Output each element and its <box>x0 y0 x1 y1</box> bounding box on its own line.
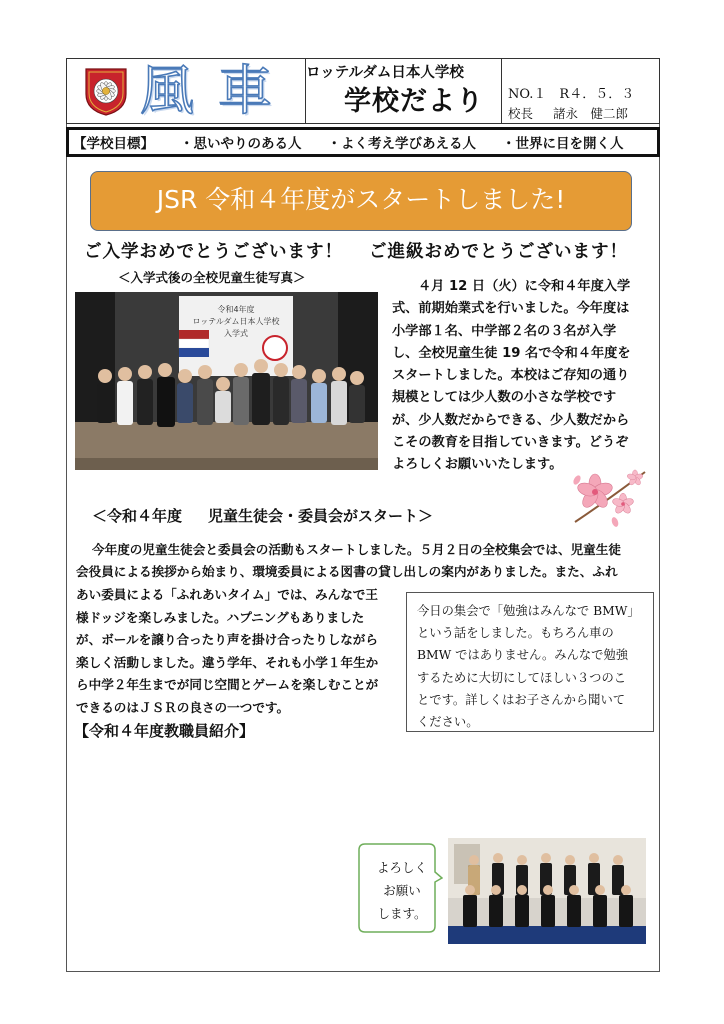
bubble-line: お願い <box>383 883 421 898</box>
article-line: が、ボールを譲り合ったり声を掛け合ったりしながら <box>76 632 378 648</box>
bubble-line: よろしく <box>376 860 427 875</box>
enrollment-article <box>392 276 658 477</box>
note-line: という話をしました。もちろん車の <box>417 626 614 641</box>
article-line: スタートしました。本校はご存知の通り <box>392 368 630 384</box>
goal-item: ・世界に目を開く人 <box>502 136 624 152</box>
school-crest-logo <box>84 66 128 116</box>
school-name: ロッテルダム日本人学校 <box>306 65 464 81</box>
section-heading-part: 児童生徒会・委員会がスタート＞ <box>208 507 434 525</box>
principal-name: 諸永 健二郎 <box>553 106 629 121</box>
article-line: ４月 12 日（火）に令和４年度入学 <box>418 279 631 294</box>
article-line: 様ドッジを楽しみました。ハプニングもありました <box>76 609 365 625</box>
signboard-line: 令和4年度 <box>217 305 255 314</box>
article-line: できるのはＪＳＲの良さの一つです。 <box>76 699 290 715</box>
congratulations-heading <box>84 238 654 263</box>
goals-label: 【学校目標】 <box>73 136 154 152</box>
article-line: が、少人数だからできる、少人数だから <box>392 412 630 428</box>
article-line: 楽しく活動しました。違う学年、それも小学１年生か <box>76 654 379 670</box>
article-line: よろしくお願いいたします。 <box>392 457 563 473</box>
article-line: 式、前期始業式を行いました。今年度は <box>392 301 630 317</box>
signboard-line: 入学式 <box>224 329 248 338</box>
issue-number-date: NO.１ R４．５．３ <box>508 87 635 102</box>
speech-bubble-text <box>372 856 432 925</box>
note-line: BMW ではありません。みんなで勉強 <box>417 648 629 663</box>
newsletter-name: 風車 <box>140 59 296 122</box>
article-line: 会役員による挨拶から始まり、環境委員による図書の貸し出しの案内がありました。また、ふれ <box>76 564 618 580</box>
article-line: 規模としては少人数の小さな学校です <box>392 390 617 406</box>
council-article-continued <box>76 584 406 720</box>
article-line: 小学部１名、中学部２名の３名が入学 <box>392 323 617 339</box>
headline-banner: JSR 令和４年度がスタートしました! <box>90 171 632 231</box>
cherry-blossom-illustration <box>565 462 649 528</box>
photo-caption: ＜入学式後の全校児童生徒写真＞ <box>118 270 306 285</box>
article-line: 今年度の児童生徒会と委員会の活動もスタートしました。５月２日の全校集会では、児童生徒 <box>92 542 621 557</box>
staff-group-photo <box>448 838 646 944</box>
goal-item: ・思いやりのある人 <box>180 136 302 152</box>
header-divider <box>501 59 502 123</box>
bmw-note-box <box>406 592 654 732</box>
staff-introduction-heading: 【令和４年度教職員紹介】 <box>74 722 255 740</box>
article-line: し、全校児童生徒 19 名で令和４年度を <box>392 345 631 361</box>
section-heading-student-council <box>92 505 433 526</box>
bubble-line: します。 <box>377 906 427 921</box>
congrats-enrollment: ご入学おめでとうございます！ <box>84 242 343 262</box>
article-line: こその教育を目指していきます。どうぞ <box>392 435 629 451</box>
principal <box>508 104 648 122</box>
principal-role: 校長 <box>508 106 534 121</box>
note-line: 今日の集会で「勉強はみんなで BMW」 <box>417 604 640 618</box>
note-line: ください。 <box>417 715 479 730</box>
note-line: とです。詳しくはお子さんから聞いて <box>417 692 626 707</box>
council-article-top <box>76 539 660 584</box>
section-heading-part: ＜令和４年度 <box>92 507 183 525</box>
signboard-line: ロッテルダム日本人学校 <box>192 317 280 326</box>
article-line: ら中学２年生までが同じ空間とゲームを楽しむことが <box>76 677 379 693</box>
newsletter-title: 学校だより <box>344 86 484 117</box>
school-goals <box>66 127 660 157</box>
note-line: するために大切にしてほしい３つのこ <box>417 670 627 685</box>
article-line: あい委員による「ふれあいタイム」では、みんなで王 <box>76 587 378 602</box>
group-photo-students <box>75 292 378 470</box>
goal-item: ・よく考え学びあえる人 <box>327 136 476 152</box>
congrats-promotion: ご進級おめでとうございます！ <box>369 242 628 262</box>
